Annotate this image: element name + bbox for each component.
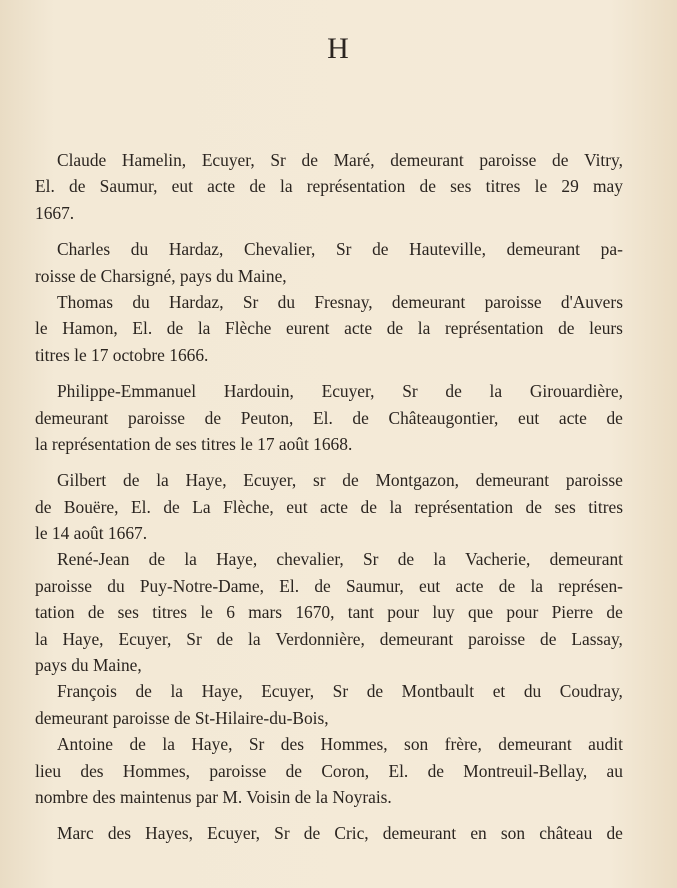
text-line: 1667. [35, 202, 75, 223]
text-line: demeurant paroisse de St-Hilaire-du-Bois, [35, 707, 329, 728]
paragraph-gap [35, 226, 623, 236]
text-line: Thomas du Hardaz, Sr du Fresnay, demeurant paroisse d'Auvers [57, 291, 623, 312]
text-line: pays du Maine, [35, 655, 142, 676]
text-line: Gilbert de la Haye, Ecuyer, sr de Montgazon, demeurant paroisse [57, 470, 623, 491]
text-line: le 14 août 1667. [35, 523, 148, 544]
text-line: René-Jean de la Haye, chevalier, Sr de la Vacherie, demeurant [57, 549, 623, 570]
text-line: de Bouëre, El. de La Flèche, eut acte de la représentation de ses titres [35, 496, 623, 517]
page-text-block [35, 147, 623, 847]
text-line: Marc des Hayes, Ecuyer, Sr de Cric, demeurant en son château de [57, 823, 623, 844]
text-line: Claude Hamelin, Ecuyer, Sr de Maré, demeurant paroisse de Vitry, [57, 150, 623, 170]
text-line: nombre des maintenus par M. Voisin de la Noyrais. [35, 786, 392, 807]
text-line: titres le 17 octobre 1666. [35, 344, 209, 365]
text-line: lieu des Hommes, paroisse de Coron, El. de Montreuil-Bellay, au [35, 760, 623, 781]
paragraph-gap [35, 368, 623, 378]
text-line: le Hamon, El. de la Flèche eurent acte de la représentation de leurs [35, 318, 623, 339]
text-line: paroisse du Puy-Notre-Dame, El. de Saumur, eut acte de la représen- [35, 575, 623, 596]
text-line: la représentation de ses titres le 17 août 1668. [35, 433, 353, 454]
text-line: Philippe-Emmanuel Hardouin, Ecuyer, Sr de la Girouardière, [57, 381, 623, 402]
section-letter-heading: H [327, 32, 350, 65]
paragraph-gap [35, 457, 623, 467]
text-line: Charles du Hardaz, Chevalier, Sr de Hauteville, demeurant pa- [57, 239, 623, 260]
text-line: roisse de Charsigné, pays du Maine, [35, 265, 287, 286]
text-line: la Haye, Ecuyer, Sr de la Verdonnière, demeurant paroisse de Lassay, [35, 628, 623, 649]
text-line: François de la Haye, Ecuyer, Sr de Montbault et du Coudray, [57, 681, 623, 702]
paragraph-gap [35, 810, 623, 820]
text-line: tation de ses titres le 6 mars 1670, tant pour luy que pour Pierre de [35, 602, 623, 623]
text-line: Antoine de la Haye, Sr des Hommes, son frère, demeurant audit [57, 734, 623, 755]
text-line: El. de Saumur, eut acte de la représentation de ses titres le 29 may [35, 176, 623, 197]
text-line: demeurant paroisse de Peuton, El. de Châteaugontier, eut acte de [35, 407, 623, 428]
